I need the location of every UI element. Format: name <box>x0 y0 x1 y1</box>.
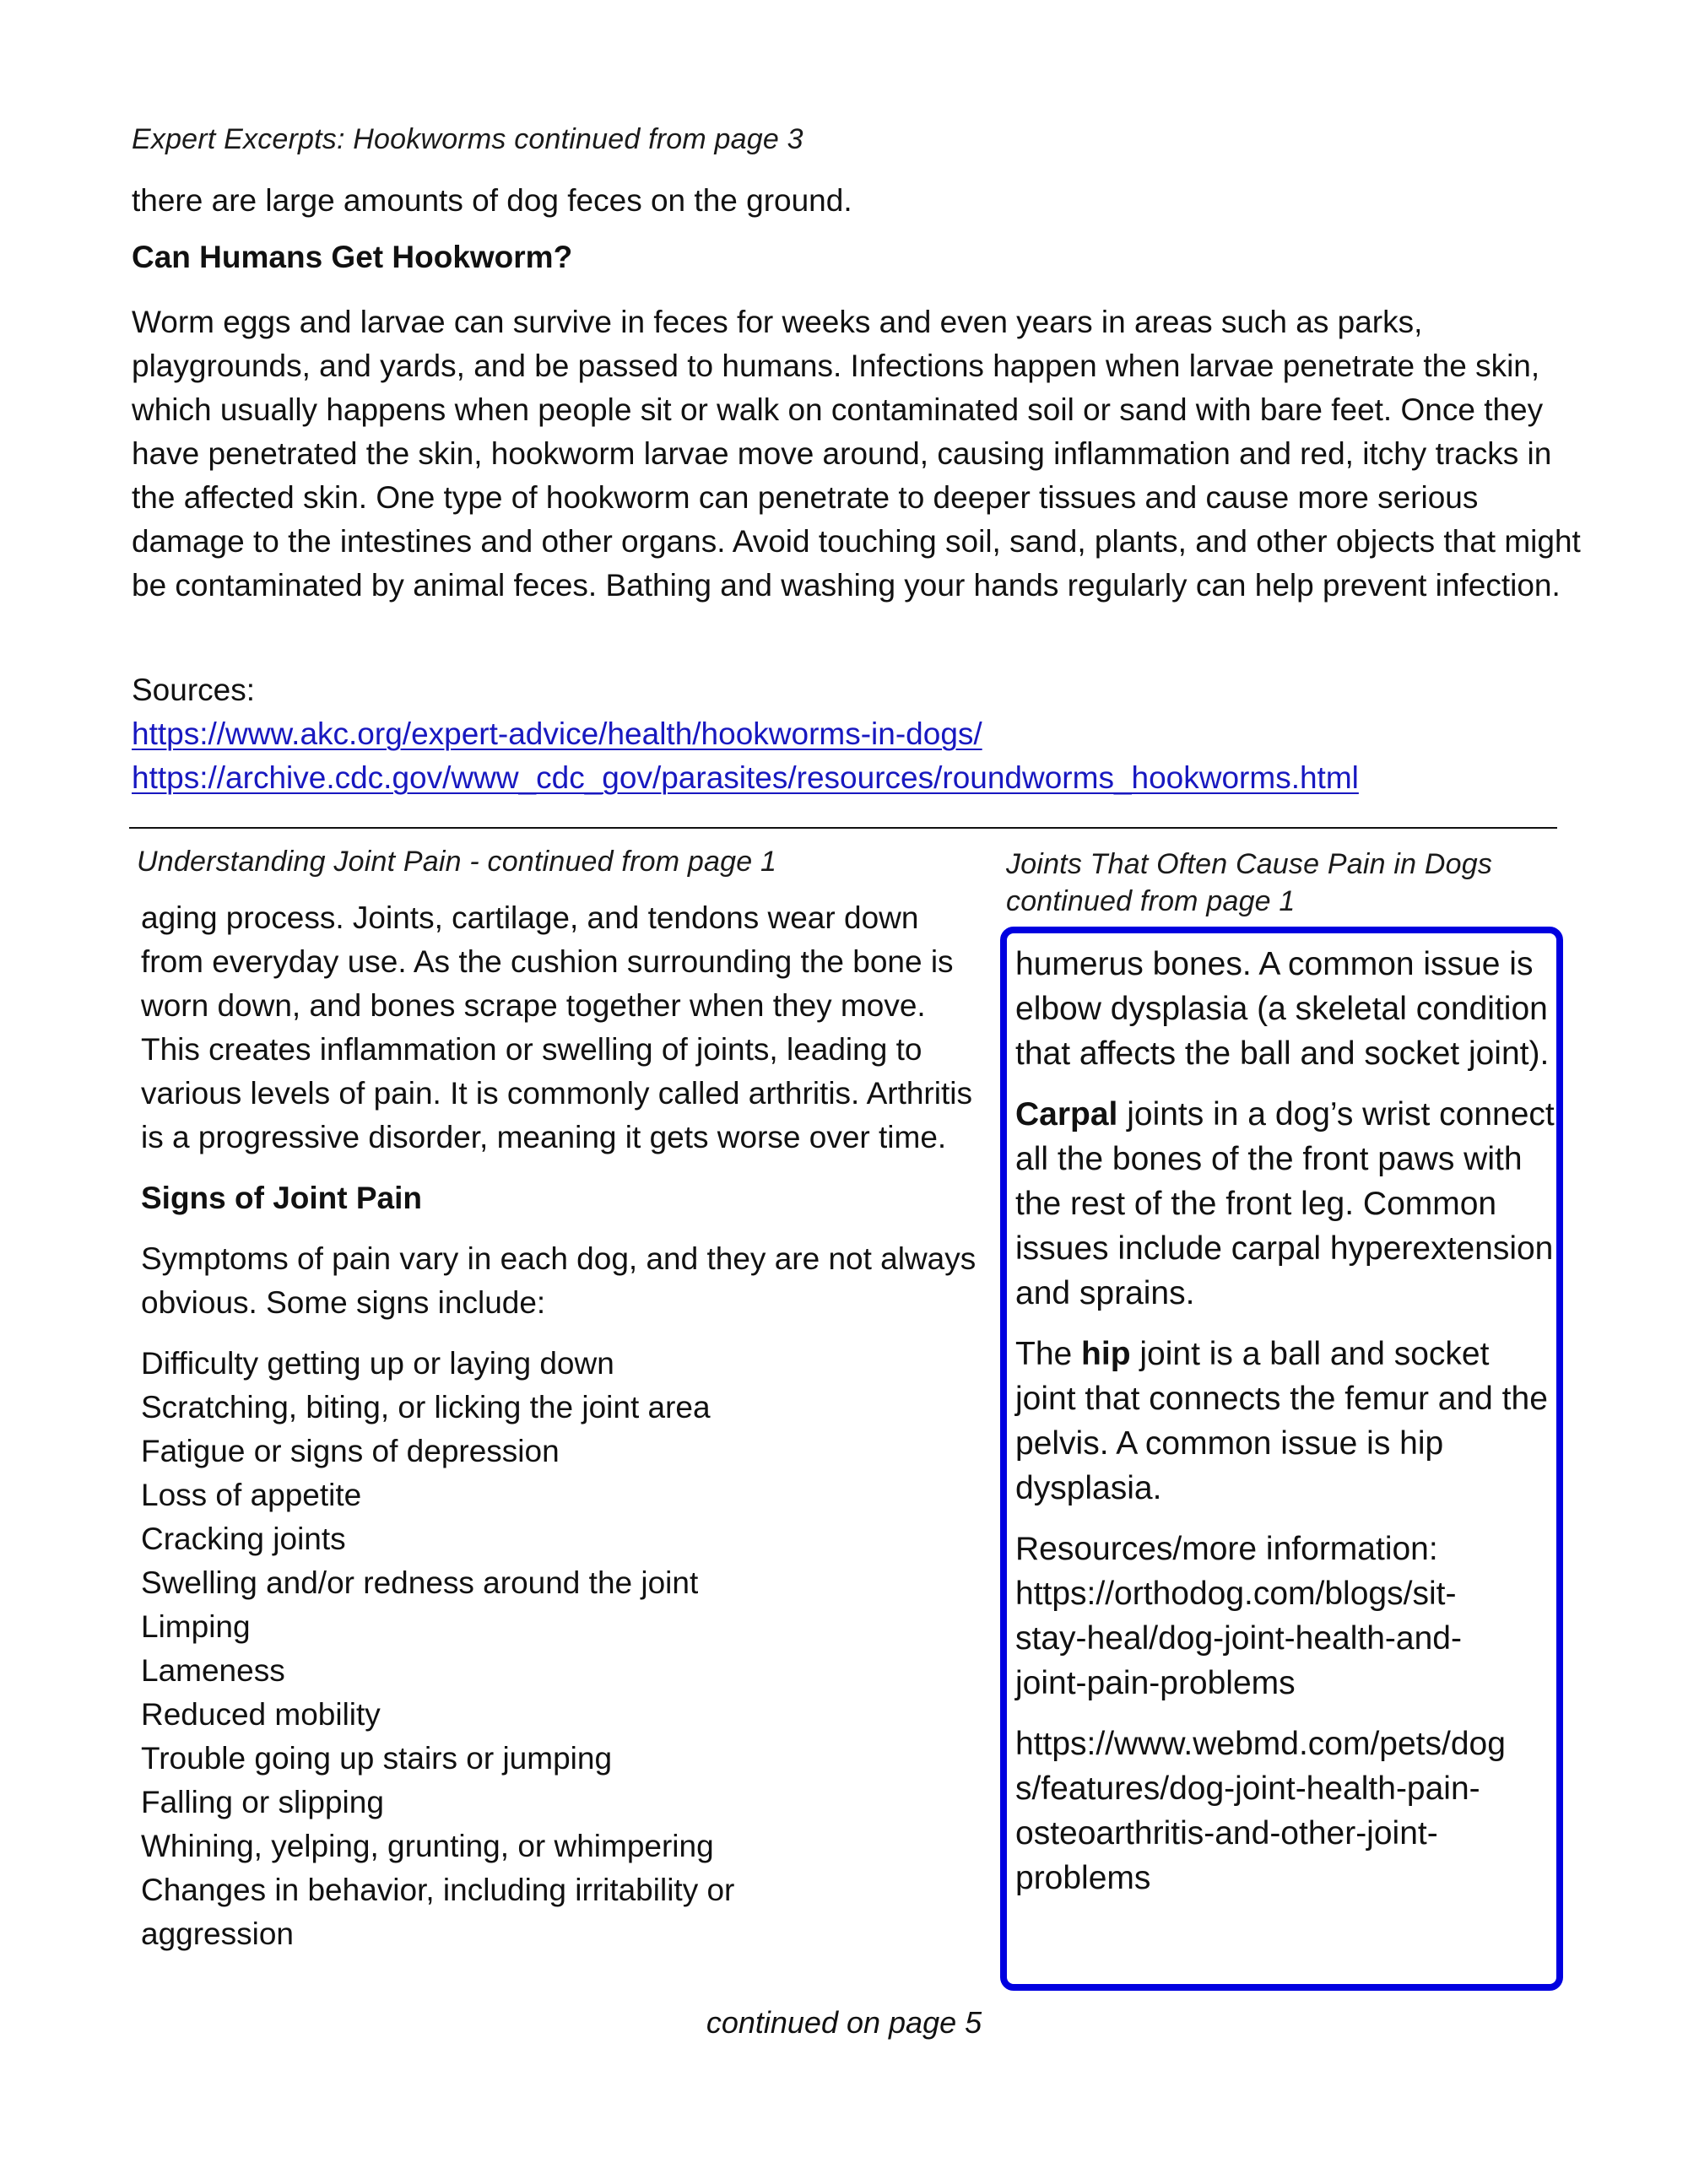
joints-continued-kicker <box>1006 846 1492 920</box>
list-item: Trouble going up stairs or jumping <box>141 1741 613 1776</box>
list-item: Difficulty getting up or laying down <box>141 1346 614 1381</box>
list-item: Swelling and/or redness around the joint <box>141 1565 699 1600</box>
hip-term: hip <box>1081 1336 1131 1372</box>
joints-kicker-title: Joints That Often Cause Pain in Dogs <box>1006 848 1493 880</box>
resources-paragraph <box>1015 1527 1555 1706</box>
list-item: Reduced mobility <box>141 1697 381 1732</box>
list-item: Falling or slipping <box>141 1785 384 1819</box>
carpal-paragraph <box>1015 1092 1555 1316</box>
list-item: Fatigue or signs of depression <box>141 1434 560 1468</box>
list-item: Changes in behavior, including irritability or aggression <box>141 1873 735 1951</box>
hookworms-heading: Can Humans Get Hookworm? <box>132 240 573 274</box>
list-item: Limping <box>141 1609 251 1644</box>
carpal-term: Carpal <box>1015 1096 1118 1133</box>
sources-label: Sources: <box>132 673 256 707</box>
joints-kicker-continued: continued from page 1 <box>1006 885 1296 917</box>
resource-paragraph-webmd <box>1015 1722 1555 1900</box>
resource-link-orthodog[interactable]: https://orthodog.com/blogs/sit-stay-heal/dog-joint-health-and-joint-pain-problems <box>1015 1576 1462 1701</box>
elbow-paragraph: humerus bones. A common issue is elbow dysplasia (a skeletal condition that affects the ball and socket joint). <box>1015 946 1550 1072</box>
resource-link-webmd[interactable]: https://www.webmd.com/pets/dogs/features/dog-joint-health-pain-osteoarthritis-and-other-joint-problems <box>1015 1726 1506 1896</box>
joint-pain-continued-kicker: Understanding Joint Pain - continued from page 1 <box>137 846 777 878</box>
signs-intro: Symptoms of pain vary in each dog, and they are not always obvious. Some signs include: <box>141 1241 977 1320</box>
source-link-akc[interactable]: https://www.akc.org/expert-advice/health/hookworms-in-dogs/ <box>132 716 982 751</box>
hookworms-paragraph: Worm eggs and larvae can survive in feces for weeks and even years in areas such as parks, playgrounds, and yards, and be passed to humans. Infections happen when larvae penetrate the skin, which usually happens when people sit or walk on contaminated soil or sand with bare feet. Once they have penetrated the skin, hookworm larvae move around, causing inflammation and red, itchy tracks in the affected skin. One type of hookworm can penetrate to deeper tissues and cause more serious damage to the intestines and other organs. Avoid touching soil, sand, plants, and other objects that might be contaminated by animal feces. Bathing and washing your hands regularly can help prevent infection. <box>132 305 1581 603</box>
hookworms-continued-kicker: Expert Excerpts: Hookworms continued from page 3 <box>132 123 803 155</box>
continued-on-page-note: continued on page 5 <box>706 2005 982 2040</box>
sources-block <box>132 668 1359 800</box>
list-item: Whining, yelping, grunting, or whimpering <box>141 1829 714 1863</box>
hip-text: joint is a ball and socket joint that connects the femur and the pelvis. A common issue is hip dysplasia. <box>1015 1336 1548 1506</box>
joint-pain-column <box>141 896 977 1956</box>
signs-list <box>141 1342 977 1956</box>
section-divider <box>129 827 1557 829</box>
signs-heading: Signs of Joint Pain <box>141 1181 423 1215</box>
joint-pain-intro: aging process. Joints, cartilage, and tendons wear down from everyday use. As the cushion surrounding the bone is worn down, and bones scrape together when they move. This creates inflammation or swelling of joints, leading to various levels of pain. It is commonly called arthritis. Arthritis is a progressive disorder, meaning it gets worse over time. <box>141 900 972 1154</box>
carpal-text: joints in a dog’s wrist connect all the bones of the front paws with the rest of the front leg. Common issues include carpal hyperextension and sprains. <box>1015 1096 1555 1311</box>
joints-callout-box <box>1000 927 1563 1991</box>
list-item: Loss of appetite <box>141 1478 362 1512</box>
list-item: Cracking joints <box>141 1522 346 1556</box>
source-link-cdc[interactable]: https://archive.cdc.gov/www_cdc_gov/parasites/resources/roundworms_hookworms.html <box>132 760 1359 795</box>
hip-prefix: The <box>1015 1336 1082 1372</box>
hip-paragraph <box>1015 1332 1555 1511</box>
list-item: Lameness <box>141 1653 285 1688</box>
resources-label: Resources/more information: <box>1015 1531 1438 1567</box>
list-item: Scratching, biting, or licking the joint area <box>141 1390 711 1424</box>
hookworms-lead-text: there are large amounts of dog feces on the ground. <box>132 183 852 218</box>
